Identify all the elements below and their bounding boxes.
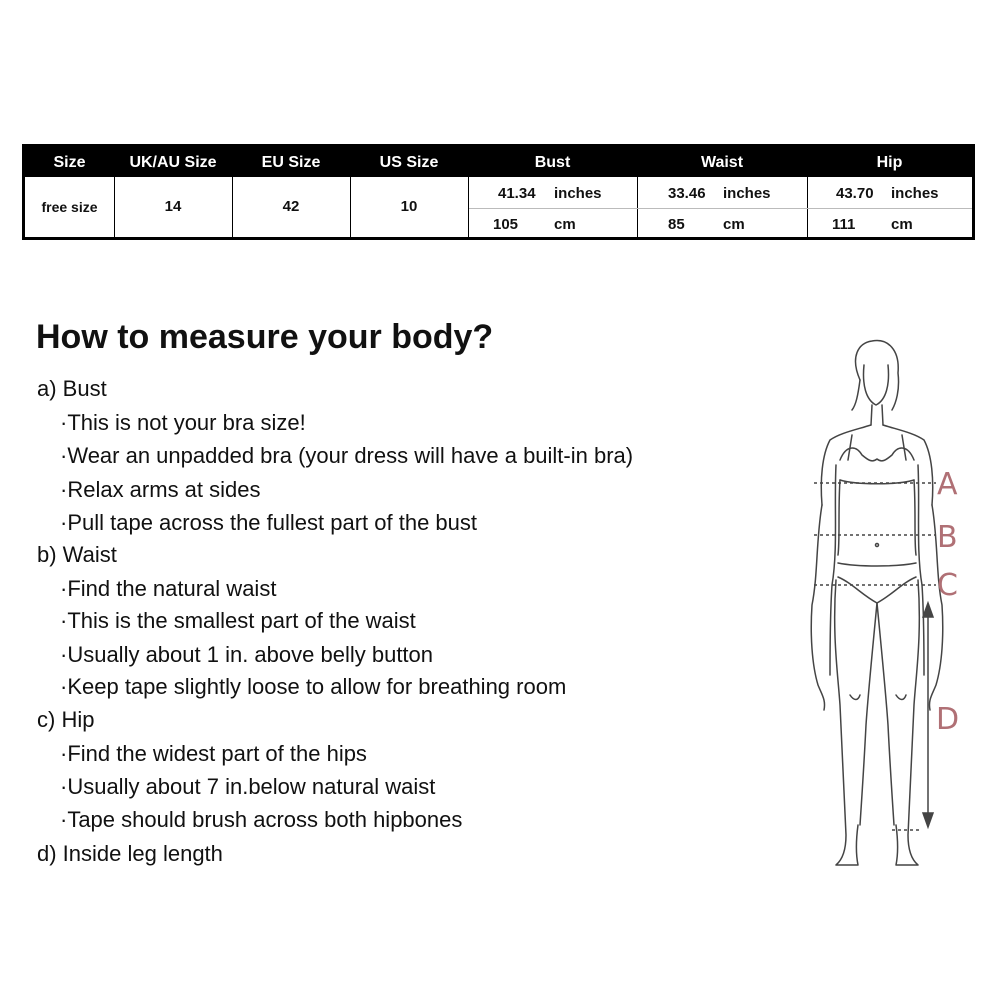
header-size: Size [53,154,86,171]
list-item: ·Wear an unpadded bra (your dress will have a built-in bra) [60,443,634,468]
size-table [22,144,975,240]
label-d: D [936,702,960,737]
list-item: ·Find the widest part of the hips [60,741,367,766]
bust-inches-unit: inches [554,185,602,202]
bust-inches-value: 41.34 [498,185,536,202]
guide-title: How to measure your body? [36,318,494,356]
list-item: ·Find the natural waist [60,576,277,601]
column-divider [807,177,808,237]
hip-inches-value: 43.70 [836,185,874,202]
list-item: ·Usually about 7 in.below natural waist [60,774,436,799]
hip-inches-unit: inches [891,185,939,202]
column-divider [637,177,638,237]
waist-cm-value: 85 [668,216,685,233]
section-heading-hip: c) Hip [37,707,95,732]
waist-inches-value: 33.46 [668,185,706,202]
us-size-value: 10 [400,198,418,215]
column-divider [468,177,469,237]
section-heading-bust: a) Bust [37,376,107,401]
list-item: ·This is not your bra size! [60,410,306,435]
label-b: B [937,520,958,555]
body-measurement-figure [800,335,980,880]
list-item: ·Usually about 1 in. above belly button [60,642,434,667]
list-item: ·Relax arms at sides [60,477,261,502]
header-bust: Bust [534,154,571,171]
bust-cm-value: 105 [493,216,519,233]
label-a: A [937,467,958,502]
size-value: free size [41,199,98,215]
bust-cm-unit: cm [554,216,576,233]
label-c: C [937,568,958,603]
hip-cm-value: 111 [832,216,856,233]
waist-inches-unit: inches [723,185,771,202]
row-divider [469,208,972,209]
list-item: ·Tape should brush across both hipbones [60,807,463,832]
eu-size-value: 42 [282,198,300,215]
header-waist: Waist [700,154,744,171]
waist-cm-unit: cm [723,216,745,233]
list-item: ·Keep tape slightly loose to allow for breathing room [60,674,567,699]
section-heading-inside-leg: d) Inside leg length [37,841,223,866]
list-item: ·This is the smallest part of the waist [60,608,416,633]
hip-cm-unit: cm [891,216,913,233]
list-item: ·Pull tape across the fullest part of the bust [60,510,478,535]
header-hip: Hip [876,154,903,171]
uk-au-size-value: 14 [164,198,182,215]
header-us-size: US Size [379,154,439,171]
size-table-header [25,147,972,177]
header-uk-au-size: UK/AU Size [129,154,217,171]
header-eu-size: EU Size [261,154,321,171]
section-heading-waist: b) Waist [37,542,117,567]
body-outline [800,335,980,880]
